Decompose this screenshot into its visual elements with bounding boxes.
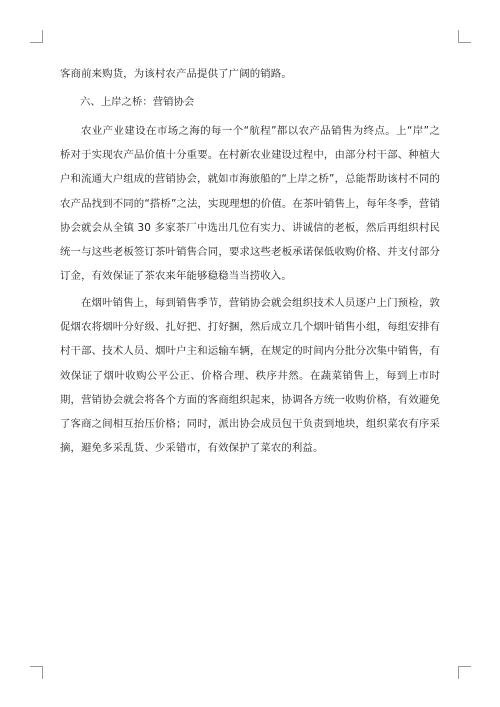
crop-mark-top-left [30,30,43,43]
section-heading: 六、上岸之桥：营销协会 [80,96,195,108]
carryover-line: 客商前来购货，为该村农产品提供了广阔的销路。 [60,68,292,80]
paragraph-1: 农业产业建设在市场之海的每一个“航程”都以农产品销售为终点。上“岸”之桥对于实现农产品价值十分重要。在村新农业建设过程中，由部分村干部、种植大户和流通大户组成的营销协会，就如市海旅船的“上岸之桥”，总能帮助该村不同的农产品找到不同的“搭桥”之法，实现理想的价值。在茶叶销售上，每年冬季，营销协会就会从全镇 30 多家茶厂中选出几位有实力、讲诚信的老板，然后再组织村民统一与这些老板签订茶叶销售合同，要求这些老板承诺保低收购价格、并支付部分订金，有效保证了茶农来年能够稳稳当当捞收入。 [60,125,440,283]
crop-mark-bottom-left [30,666,43,679]
crop-mark-top-right [458,30,471,43]
paragraph-2: 在烟叶销售上，每到销售季节，营销协会就会组织技术人员逐户上门预检，敦促烟农将烟叶分好级、扎好把、打好捆，然后成立几个烟叶销售小组，每组安排有村干部、技术人员、烟叶户主和运输车辆，在规定的时间内分批分次集中销售，有效保证了烟叶收购公平公正、价格合理、秩序井然。在蔬菜销售上，每到上市时期，营销协会就会将各个方面的客商组织起来，协调各方统一收购价格，有效避免了客商之间相互抬压价格；同时，派出协会成员包干负责到地块，组织菜农有序采摘，避免多采乱货、少采错市，有效保护了菜农的利益。 [60,297,440,455]
crop-mark-bottom-right [458,666,471,679]
